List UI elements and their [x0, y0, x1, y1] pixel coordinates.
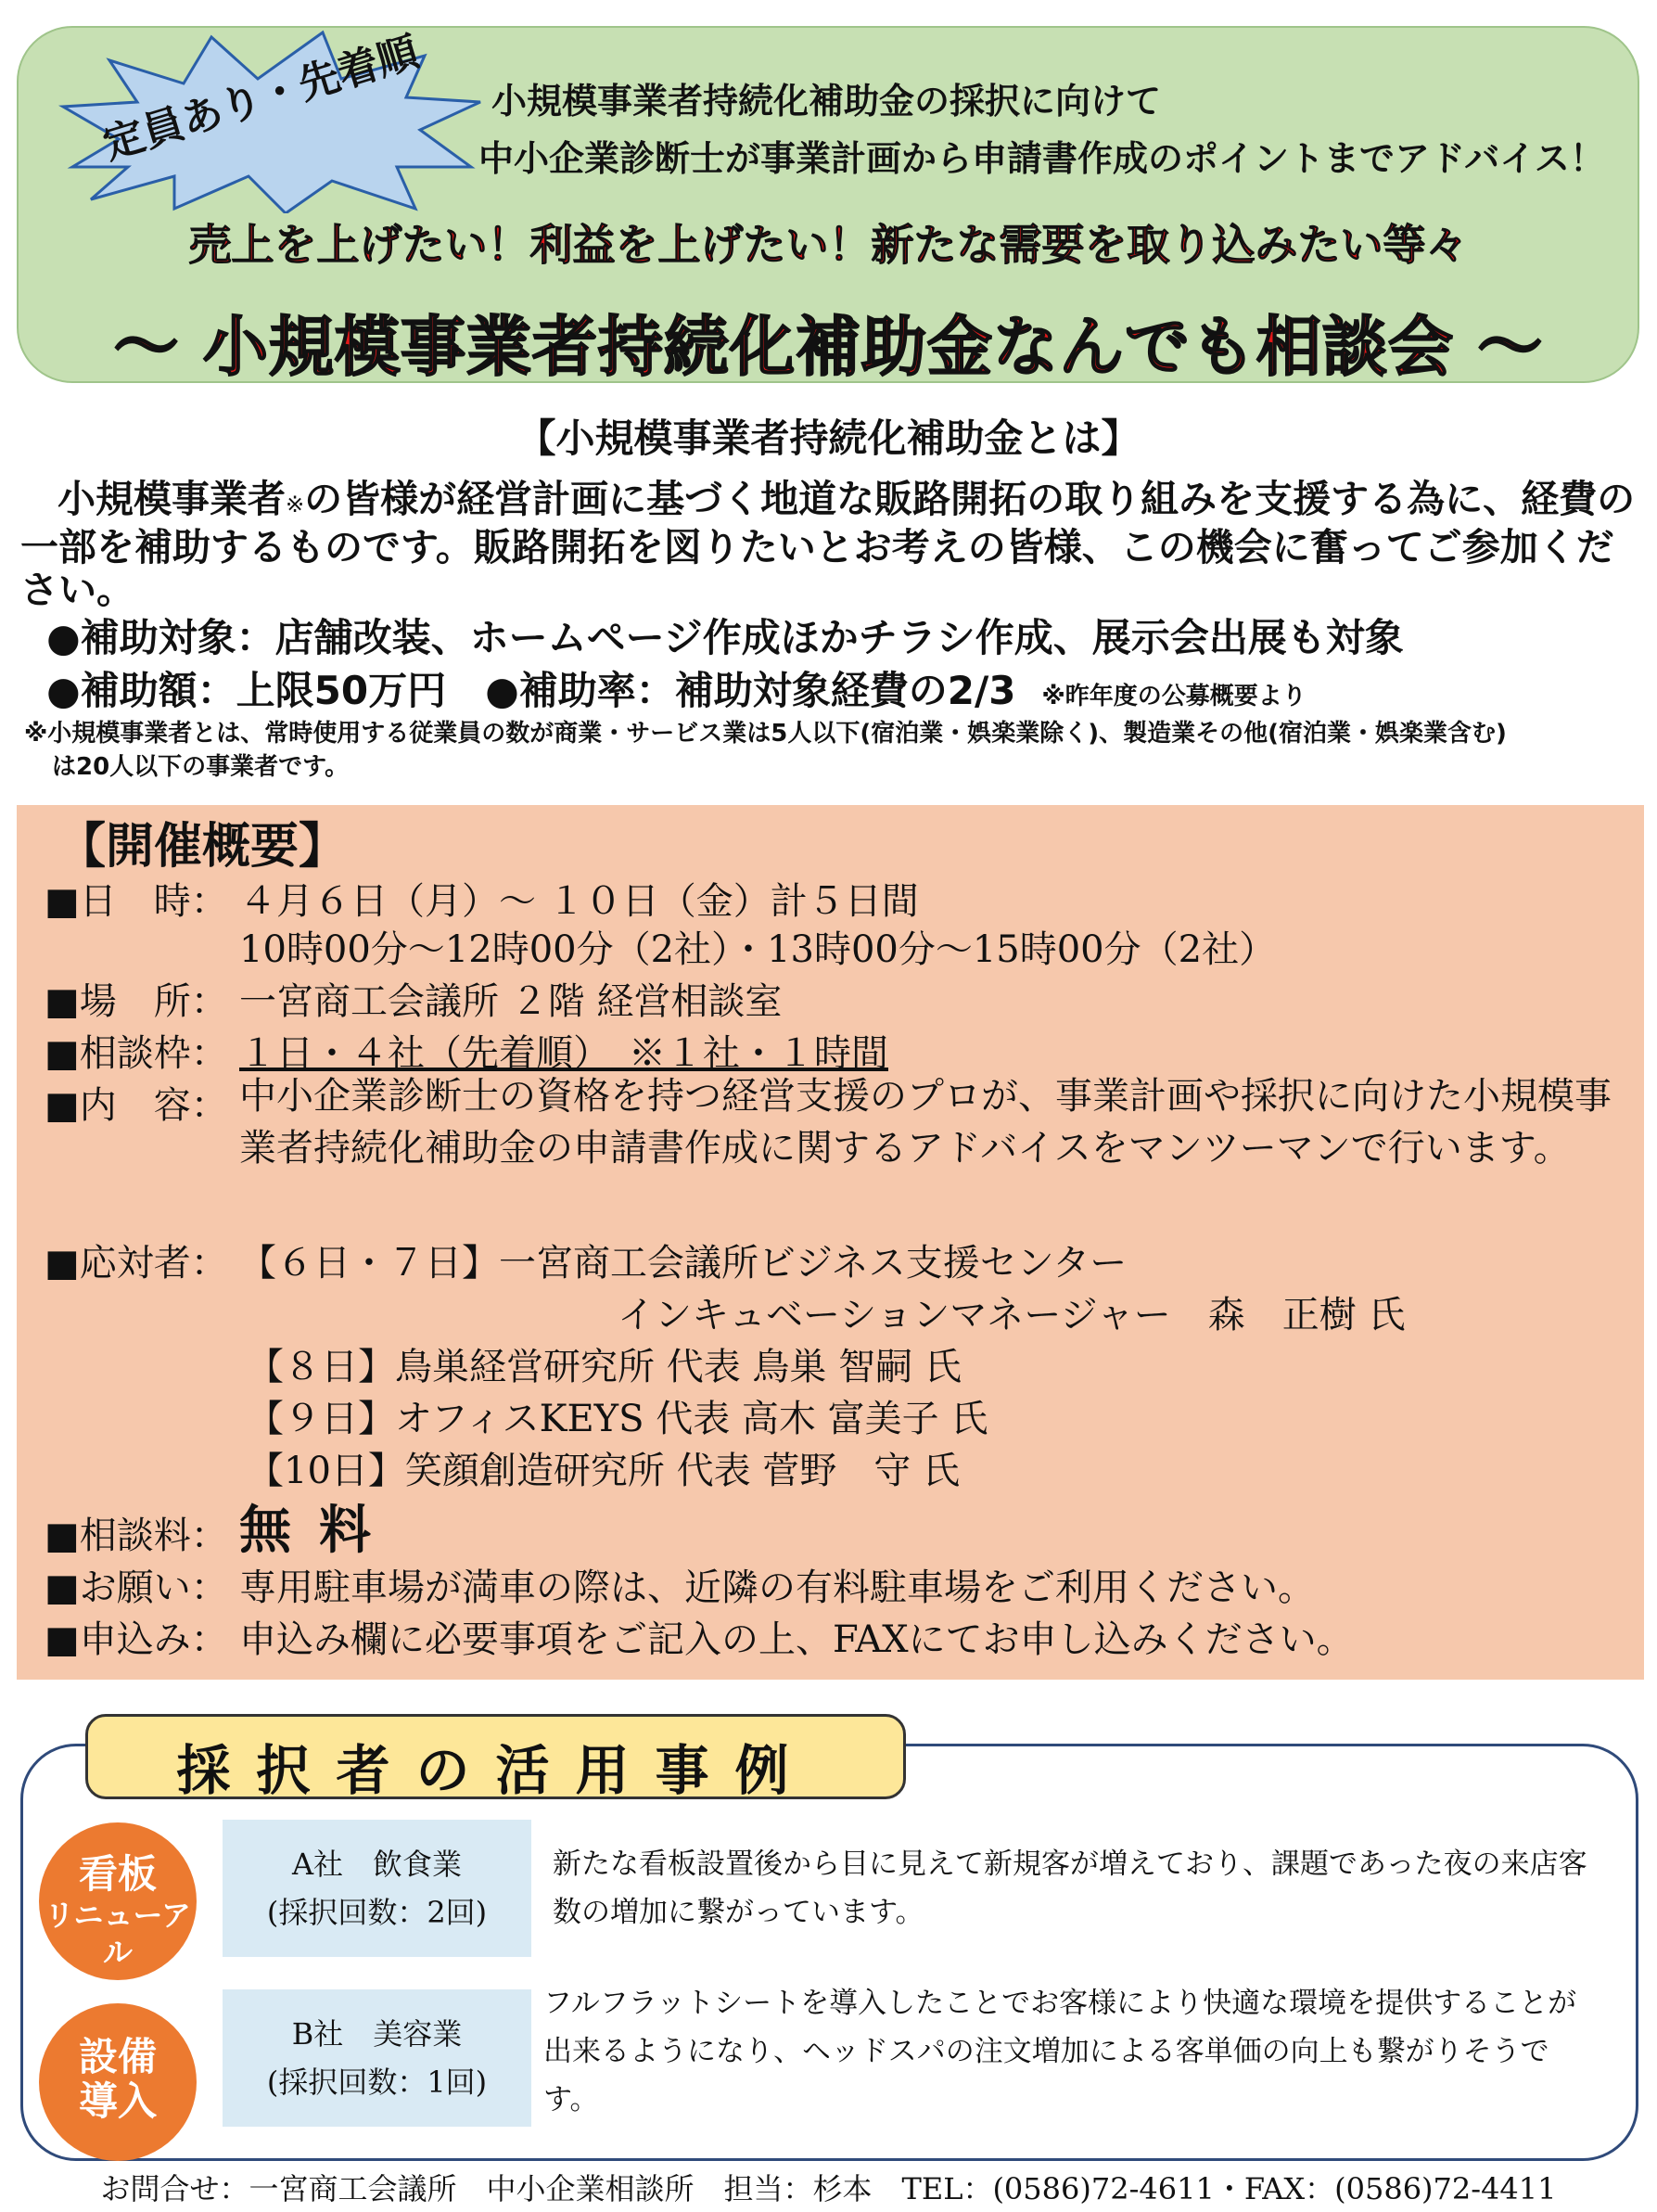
case-badge-line-1: 設備 — [78, 2034, 157, 2079]
case-description: 新たな看板設置後から目に見えて新規客が増えており、課題であった夜の来店客数の増加に繋がっています。 — [553, 1848, 1587, 1929]
place-value: 一宮商工会議所 ２階 経営相談室 — [239, 980, 783, 1023]
staff-line-3: 【８日】鳥巣経営研究所 代表 鳥巣 智嗣 氏 — [247, 1346, 962, 1388]
case-badge-equipment — [39, 2003, 197, 2161]
case-description: フルフラットシートを導入したことでお客様により快適な環境を提供することが出来るようになり、ヘッドスパの注文増加による客単価の向上も繋がりそうです。 — [543, 1987, 1577, 2116]
intro-line-1: 小規模事業者持続化補助金の採択に向けて — [491, 81, 1162, 121]
fee-value: 無料 — [239, 1500, 399, 1561]
about-body-a: 小規模事業者 — [57, 477, 286, 521]
case-company-a — [223, 1820, 531, 1957]
catch-copy: 売上を上げたい！利益を上げたい！新たな需要を取り込みたい等々 — [188, 220, 1469, 270]
date-line-2: 10時00分～12時00分（2社）・13時00分～15時00分（2社） — [239, 928, 1277, 971]
request-label: ■お願い： — [45, 1566, 228, 1609]
slots-value: １日・４社（先着順） ※１社・１時間 — [239, 1032, 888, 1075]
about-body-b: の皆様が経営計画に基づく地道な販路開拓の取り組みを支援する為に、経費の一部を補助するものです。販路開拓を図りたいとお考えの皆様、この機会に奮ってご参加ください。 — [20, 477, 1636, 612]
case-company-b — [223, 1989, 531, 2127]
case-badge-text — [39, 2003, 197, 2124]
about-heading: 【小規模事業者持続化補助金とは】 — [516, 416, 1141, 461]
definition-note-line-2: は20人以下の事業者です。 — [52, 753, 350, 781]
apply-label: ■申込み： — [45, 1618, 228, 1661]
intro-line-2: 中小企業診断士が事業計画から申請書作成のポイントまでアドバイス！ — [478, 138, 1605, 179]
main-title: ～ 小規模事業者持続化補助金なんでも相談会 ～ — [113, 309, 1544, 385]
case-badge-line-1: 看板 — [78, 1851, 157, 1897]
staff-line-4: 【９日】オフィスKEYS 代表 高木 富美子 氏 — [247, 1398, 988, 1440]
date-label: ■日 時： — [45, 880, 228, 923]
case-title: 採択者の活用事例 — [176, 1739, 815, 1802]
subsidy-target: ●補助対象：店舗改装、ホームページ作成ほかチラシ作成、展示会出展も対象 — [46, 615, 1404, 660]
subsidy-amount-note: ※昨年度の公募概要より — [1041, 683, 1306, 710]
place-label: ■場 所： — [45, 980, 228, 1023]
subsidy-amount-text: ●補助額：上限50万円 ●補助率：補助対象経費の2/3 — [46, 668, 1016, 713]
slots-label: ■相談枠： — [45, 1032, 228, 1075]
contact-footer: お問合せ：一宮商工会議所 中小企業相談所 担当：杉本 TEL：(0586)72-4611・FAX：(0586)72-4411 — [100, 2171, 1557, 2206]
case-badge-signboard — [39, 1822, 197, 1980]
capacity-badge-text: 定員あり・先着順 — [97, 28, 425, 170]
content-label: ■内 容： — [45, 1084, 228, 1127]
about-description — [20, 478, 1638, 611]
staff-line-1: 【６日・７日】一宮商工会議所ビジネス支援センター — [239, 1242, 1128, 1285]
case-badge-text — [39, 1822, 197, 1971]
case-adoption-count: (採択回数：2回) — [266, 1895, 488, 1930]
fee-label: ■相談料： — [45, 1515, 228, 1557]
definition-note-line-1: ※小規模事業者とは、常時使用する従業員の数が商業・サービス業は5人以下(宿泊業・娯楽業除く)、製造業その他(宿泊業・娯楽業含む) — [24, 720, 1507, 748]
staff-line-5: 【10日】笑顔創造研究所 代表 菅野 守 氏 — [247, 1450, 961, 1492]
case-adoption-count: (採択回数：1回) — [266, 2065, 488, 2100]
date-line-1: ４月６日（月）～ １０日（金）計５日間 — [239, 880, 919, 923]
request-value: 専用駐車場が満車の際は、近隣の有料駐車場をご利用ください。 — [239, 1566, 1315, 1609]
staff-label: ■応対者： — [45, 1242, 228, 1285]
subsidy-amount — [46, 660, 1306, 716]
case-badge-line-2: リニューアル — [45, 1898, 191, 1970]
overview-heading: 【開催概要】 — [57, 819, 348, 875]
staff-line-2: インキュベーションマネージャー 森 正樹 氏 — [618, 1294, 1406, 1336]
about-body-mark: ※ — [286, 492, 305, 518]
case-company-name: B社 美容業 — [291, 2016, 463, 2052]
case-company-name: A社 飲食業 — [291, 1847, 463, 1882]
case-badge-line-2: 導入 — [78, 2078, 157, 2124]
fee-value-wrap — [239, 1490, 399, 1564]
content-value: 中小企業診断士の資格を持つ経営支援のプロが、事業計画や採択に向けた小規模事業者持続化補助金の申請書作成に関するアドバイスをマンツーマンで行います。 — [239, 1075, 1612, 1170]
apply-value: 申込み欄に必要事項をご記入の上、FAXにてお申し込みください。 — [239, 1618, 1354, 1661]
